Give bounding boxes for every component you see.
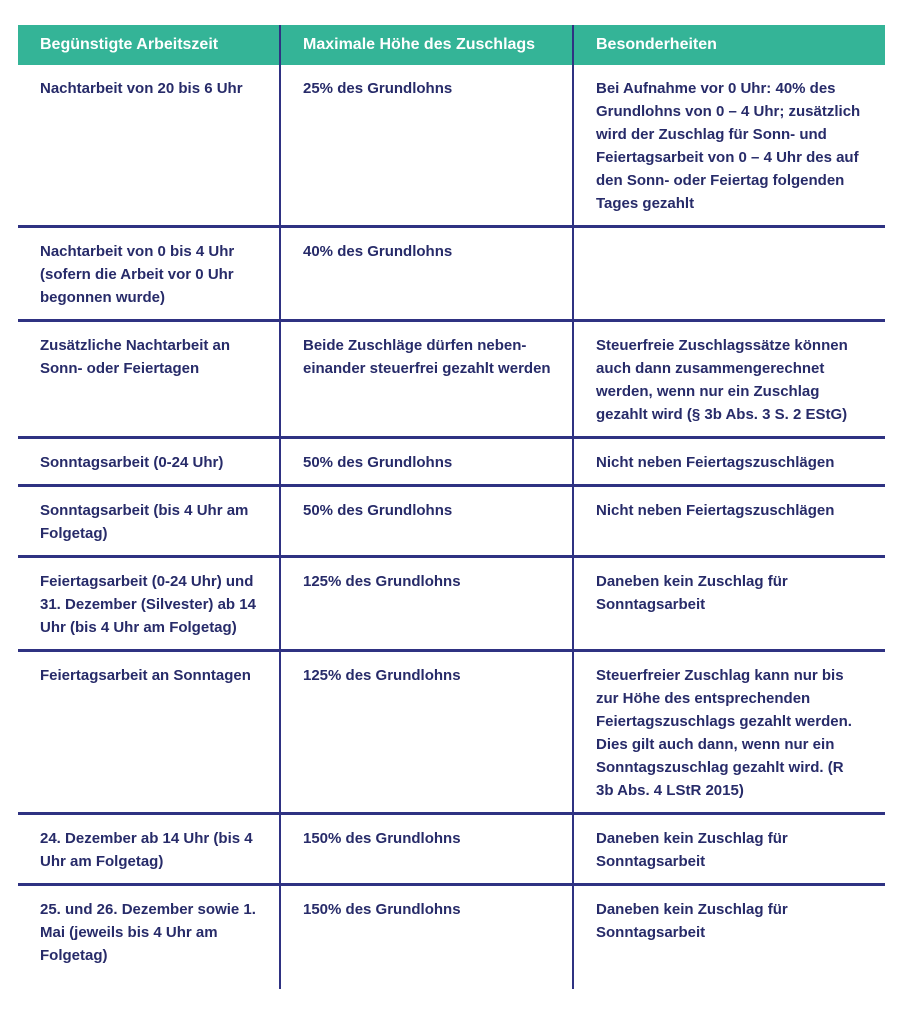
cell-arbeitszeit: 24. Dezember ab 14 Uhr (bis 4 Uhr am Folgetag) [18,814,280,885]
cell-besonderheiten: Nicht neben Feiertagszuschlägen [573,486,885,557]
cell-zuschlag: 50% des Grundlohns [280,438,573,486]
cell-besonderheiten: Steuerfreie Zuschlagssätze können auch dann zusammengerechnet werden, wenn nur ein Zuschlag gezahlt wird (§ 3b Abs. 3 S. 2 EStG) [573,321,885,438]
zuschlaege-table [18,25,885,989]
cell-zuschlag: 125% des Grundlohns [280,557,573,651]
table-row [18,438,885,486]
table-row [18,814,885,885]
table-row [18,557,885,651]
cell-besonderheiten [573,227,885,321]
zuschlaege-table-wrap [18,25,885,989]
cell-besonderheiten: Bei Aufnahme vor 0 Uhr: 40% des Grundlohns von 0 – 4 Uhr; zusätzlich wird der Zuschlag für Sonn- und Feiertagsarbeit von 0 – 4 Uhr des auf den Sonn- oder Feiertag folgenden Tages gezahlt [573,65,885,227]
cell-zuschlag: 50% des Grundlohns [280,486,573,557]
column-header-besonderheiten: Besonderheiten [573,25,885,65]
cell-arbeitszeit: Sonntagsarbeit (0-24 Uhr) [18,438,280,486]
header-row [18,25,885,65]
cell-zuschlag: Beide Zuschläge dürfen nebeneinander steuerfrei gezahlt werden [280,321,573,438]
table-row [18,65,885,227]
cell-arbeitszeit: Sonntagsarbeit (bis 4 Uhr am Folgetag) [18,486,280,557]
table-row [18,227,885,321]
table-row [18,651,885,814]
cell-arbeitszeit: Nachtarbeit von 20 bis 6 Uhr [40,80,243,97]
table-header [18,25,885,65]
cell-zuschlag: 40% des Grundlohns [280,227,573,321]
cell-zuschlag: 150% des Grundlohns [280,885,573,990]
cell-arbeitszeit: Nachtarbeit von 0 bis 4 Uhr (sofern die Arbeit vor 0 Uhr begonnen wurde) [18,227,280,321]
cell-arbeitszeit: Feiertagsarbeit (0-24 Uhr) und 31. Dezember (Silvester) ab 14 Uhr (bis 4 Uhr am Folgetag) [18,557,280,651]
cell-arbeitszeit: Feiertagsarbeit an Sonntagen [18,651,280,814]
table-row [18,321,885,438]
column-header-zuschlag: Maximale Höhe des Zuschlags [280,25,573,65]
column-header-arbeitszeit: Begünstigte Arbeitszeit [18,25,280,65]
cell-zuschlag: 150% des Grundlohns [280,814,573,885]
cell-besonderheiten: Daneben kein Zuschlag für Sonntagsarbeit [573,814,885,885]
cell-zuschlag: 125% des Grundlohns [280,651,573,814]
cell-besonderheiten: Daneben kein Zuschlag für Sonntagsarbeit [573,557,885,651]
table-row [18,486,885,557]
cell-besonderheiten: Daneben kein Zuschlag für Sonntagsarbeit [573,885,885,990]
cell-zuschlag: 25% des Grundlohns [280,65,573,227]
cell-besonderheiten: Nicht neben Feiertagszuschlägen [573,438,885,486]
cell-besonderheiten: Steuerfreier Zuschlag kann nur bis zur Höhe des entsprechenden Feiertagszuschlags gezahlt werden. Dies gilt auch dann, wenn nur ein Sonntagszuschlag gezahlt wird. (R 3b Abs. 4 LStR 2015) [573,651,885,814]
table-body [18,65,885,989]
table-row [18,885,885,990]
cell-arbeitszeit: 25. und 26. Dezember sowie 1. Mai (jeweils bis 4 Uhr am Folgetag) [18,885,280,990]
cell-arbeitszeit: Zusätzliche Nachtarbeit an Sonn- oder Feiertagen [18,321,280,438]
